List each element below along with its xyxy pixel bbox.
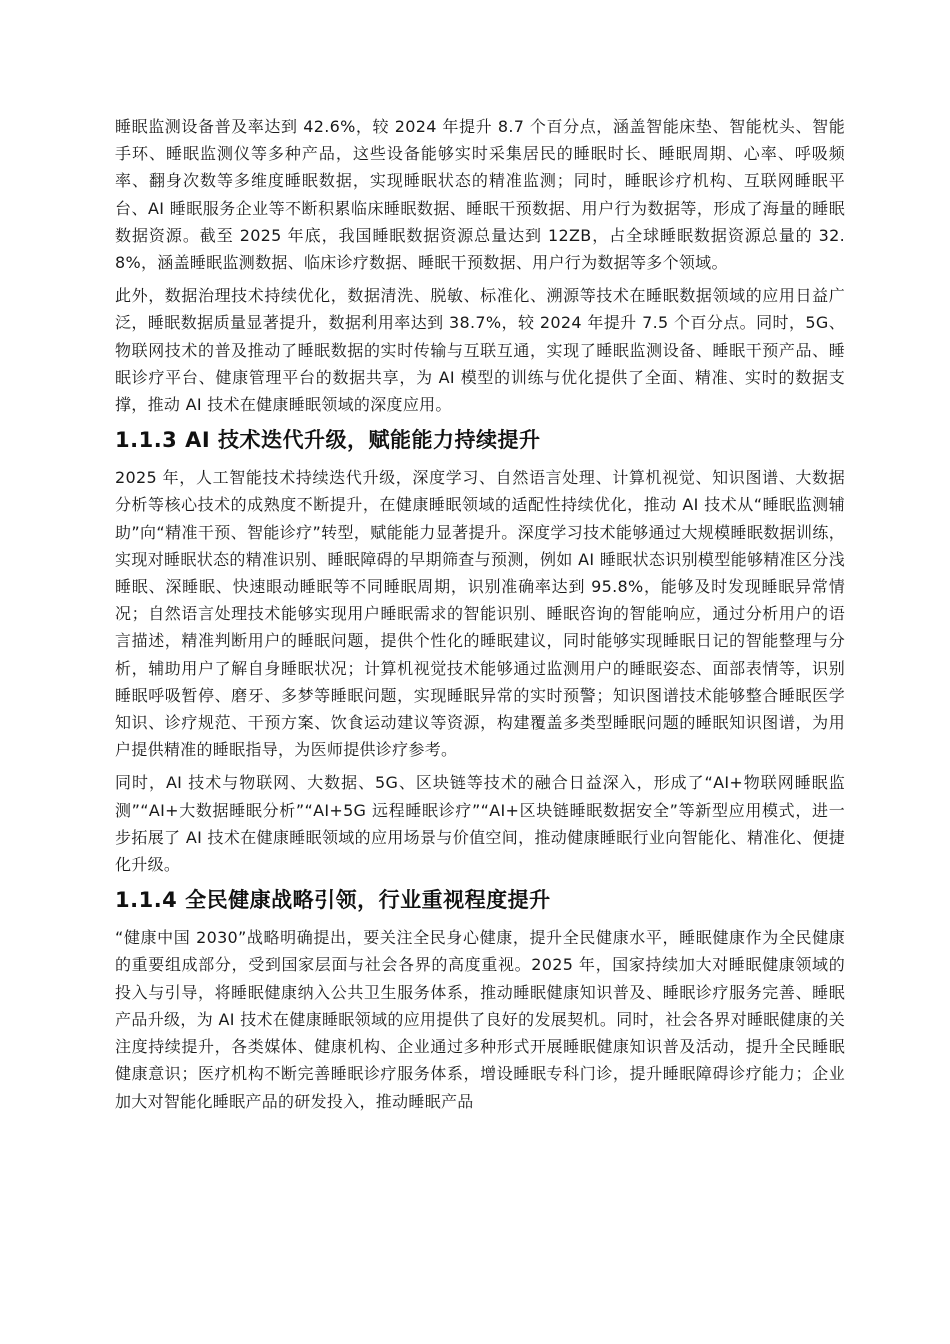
body-paragraph-ai-iteration: 2025 年，人工智能技术持续迭代升级，深度学习、自然语言处理、计算机视觉、知识图谱、大数据分析等核心技术的成熟度不断提升，在健康睡眠领域的适配性持续优化，推动 AI 技术从“睡眠监测辅助”向“精准干预、智能诊疗”转型，赋能能力显著提升。深度学习技术能够通过大规模睡眠数据训练，实现对睡眠状态的精准识别、睡眠障碍的早期筛查与预测，例如 AI 睡眠状态识别模型能够精准区分浅睡眠、深睡眠、快速眼动睡眠等不同睡眠周期，识别准确率达到 95.8%，能够及时发现睡眠异常情况；自然语言处理技术能够实现用户睡眠需求的智能识别、睡眠咨询的智能响应，通过分析用户的语言描述，精准判断用户的睡眠问题，提供个性化的睡眠建议，同时能够实现睡眠日记的智能整理与分析，辅助用户了解自身睡眠状况；计算机视觉技术能够通过监测用户的睡眠姿态、面部表情等，识别睡眠呼吸暂停、磨牙、多梦等睡眠问题，实现睡眠异常的实时预警；知识图谱技术能够整合睡眠医学知识、诊疗规范、干预方案、饮食运动建议等资源，构建覆盖多类型睡眠问题的睡眠知识图谱，为用户提供精准的睡眠指导，为医师提供诊疗参考。 [115,468,845,760]
body-paragraph-data-governance: 此外，数据治理技术持续优化，数据清洗、脱敏、标准化、溯源等技术在睡眠数据领域的应用日益广泛，睡眠数据质量显著提升，数据利用率达到 38.7%，较 2024 年提升 7.5 个百分点。同时，5G、物联网技术的普及推动了睡眠数据的实时传输与互联互通，实现了睡眠监测设备、睡眠干预产品、睡眠诊疗平台、健康管理平台的数据共享，为 AI 模型的训练与优化提供了全面、精准、实时的数据支撑，推动 AI 技术在健康睡眠领域的深度应用。 [115,286,845,415]
body-paragraph-ai-fusion: 同时，AI 技术与物联网、大数据、5G、区块链等技术的融合日益深入，形成了“AI+物联网睡眠监测”“AI+大数据睡眠分析”“AI+5G 远程睡眠诊疗”“AI+区块链睡眠数据安全”等新型应用模式，进一步拓展了 AI 技术在健康睡眠领域的应用场景与价值空间，推动健康睡眠行业向智能化、精准化、便捷化升级。 [115,773,845,875]
section-heading-1-1-3: 1.1.3 AI 技术迭代升级，赋能能力持续提升 [115,428,541,453]
body-paragraph-healthy-china: “健康中国 2030”战略明确提出，要关注全民身心健康，提升全民健康水平，睡眠健康作为全民健康的重要组成部分，受到国家层面与社会各界的高度重视。2025 年，国家持续加大对睡眠健康领域的投入与引导，将睡眠健康纳入公共卫生服务体系，推动睡眠健康知识普及、睡眠诊疗服务完善、睡眠产品升级，为 AI 技术在健康睡眠领域的应用提供了良好的发展契机。同时，社会各界对睡眠健康的关注度持续提升，各类媒体、健康机构、企业通过多种形式开展睡眠健康知识普及活动，提升全民睡眠健康意识；医疗机构不断完善睡眠诊疗服务体系，增设睡眠专科门诊，提升睡眠障碍诊疗能力；企业加大对智能化睡眠产品的研发投入，推动睡眠产品 [115,928,845,1111]
section-heading-1-1-4: 1.1.4 全民健康战略引领，行业重视程度提升 [115,888,551,913]
body-paragraph-sleep-data: 睡眠监测设备普及率达到 42.6%，较 2024 年提升 8.7 个百分点，涵盖智能床垫、智能枕头、智能手环、睡眠监测仪等多种产品，这些设备能够实时采集居民的睡眠时长、睡眠周期、心率、呼吸频率、翻身次数等多维度睡眠数据，实现睡眠状态的精准监测；同时，睡眠诊疗机构、互联网睡眠平台、AI 睡眠服务企业等不断积累临床睡眠数据、睡眠干预数据、用户行为数据等，形成了海量的睡眠数据资源。截至 2025 年底，我国睡眠数据资源总量达到 12ZB，占全球睡眠数据资源总量的 32.8%，涵盖睡眠监测数据、临床诊疗数据、睡眠干预数据、用户行为数据等多个领域。 [115,117,845,273]
document-page [115,113,845,1115]
